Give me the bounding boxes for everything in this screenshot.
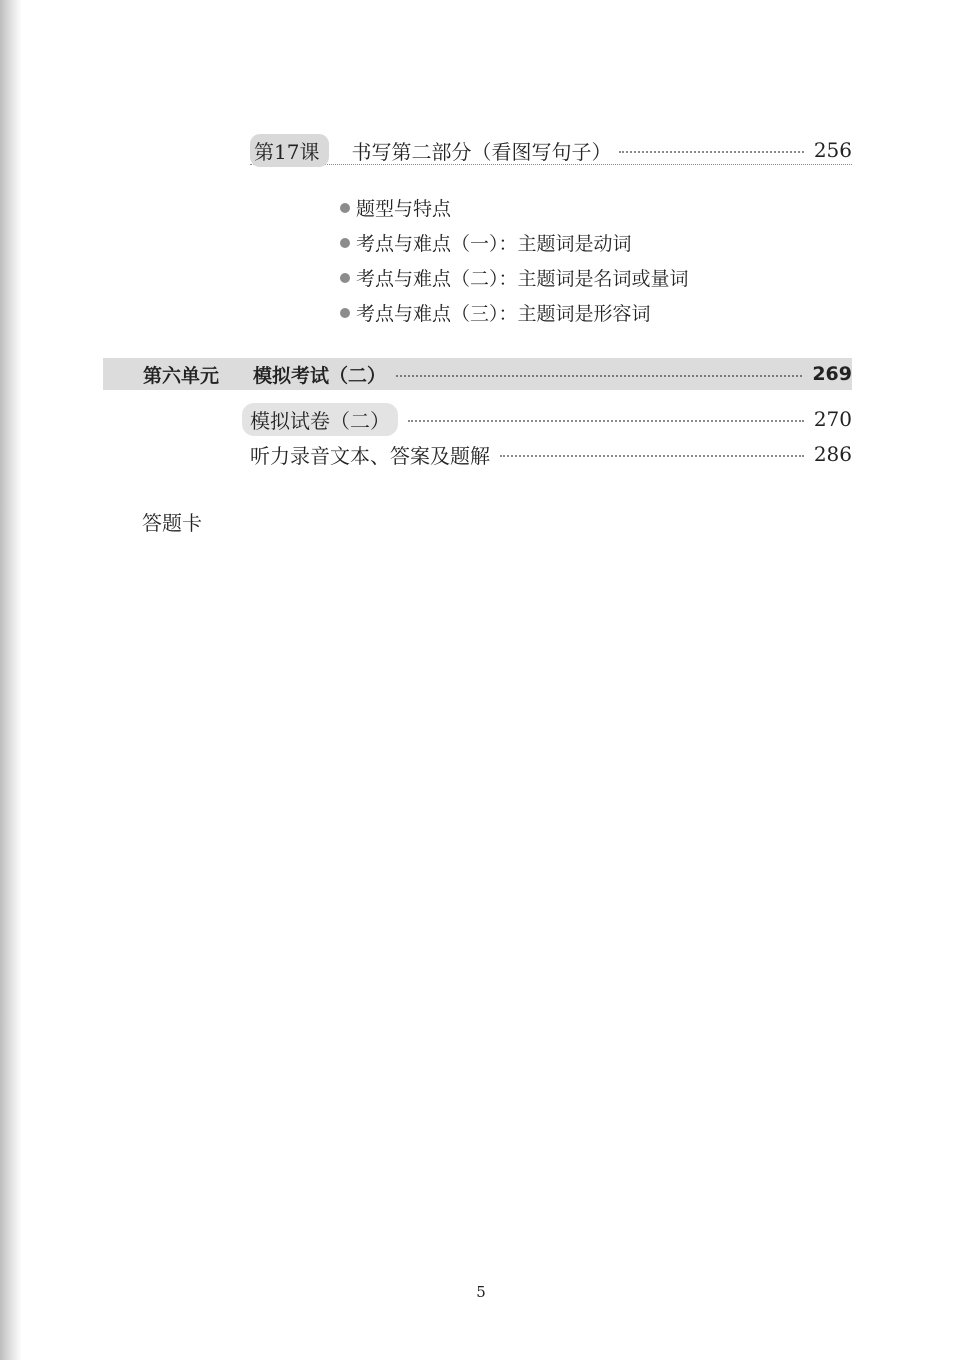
unit-number: 第六单元	[143, 364, 220, 387]
entry-title: 听力录音文本、答案及题解	[250, 443, 490, 468]
entry-page-number: 286	[813, 442, 852, 466]
unit-page-number: 269	[812, 363, 852, 385]
page-gutter-shadow	[0, 0, 22, 1360]
bullet-icon	[340, 308, 350, 318]
toc-entry-transcripts[interactable]	[250, 439, 852, 469]
bullet-icon	[340, 203, 350, 213]
lesson-number-badge: 第17课	[250, 134, 329, 167]
list-item[interactable]	[340, 225, 689, 260]
toc-entry-mock-paper[interactable]	[242, 404, 852, 434]
toc-entry-unit-6[interactable]	[103, 358, 852, 390]
unit-title: 模拟考试（二）	[253, 364, 387, 387]
dot-leader	[396, 375, 802, 377]
topic-label: 考点与难点（二）：主题词是名词或量词	[356, 268, 689, 290]
bullet-icon	[340, 273, 350, 283]
dot-leader	[500, 455, 804, 457]
toc-entry-lesson-17[interactable]	[250, 136, 852, 165]
entry-page-number: 270	[813, 407, 852, 431]
topic-label: 题型与特点	[356, 198, 452, 220]
lesson-title: 书写第二部分（看图写句子）	[351, 139, 612, 164]
lesson-topic-list	[340, 190, 689, 330]
list-item[interactable]	[340, 260, 689, 295]
toc-entry-answer-card[interactable]: 答题卡	[142, 511, 202, 535]
page-number: 5	[476, 1283, 486, 1301]
list-item[interactable]	[340, 190, 689, 225]
topic-label: 考点与难点（一）：主题词是动词	[356, 233, 632, 255]
list-item[interactable]	[340, 295, 689, 330]
topic-label: 考点与难点（三）：主题词是形容词	[356, 303, 651, 325]
lesson-page-number: 256	[813, 138, 852, 162]
entry-title: 模拟试卷（二）	[242, 403, 398, 436]
dot-leader	[619, 151, 803, 153]
bullet-icon	[340, 238, 350, 248]
dot-leader	[408, 420, 804, 422]
